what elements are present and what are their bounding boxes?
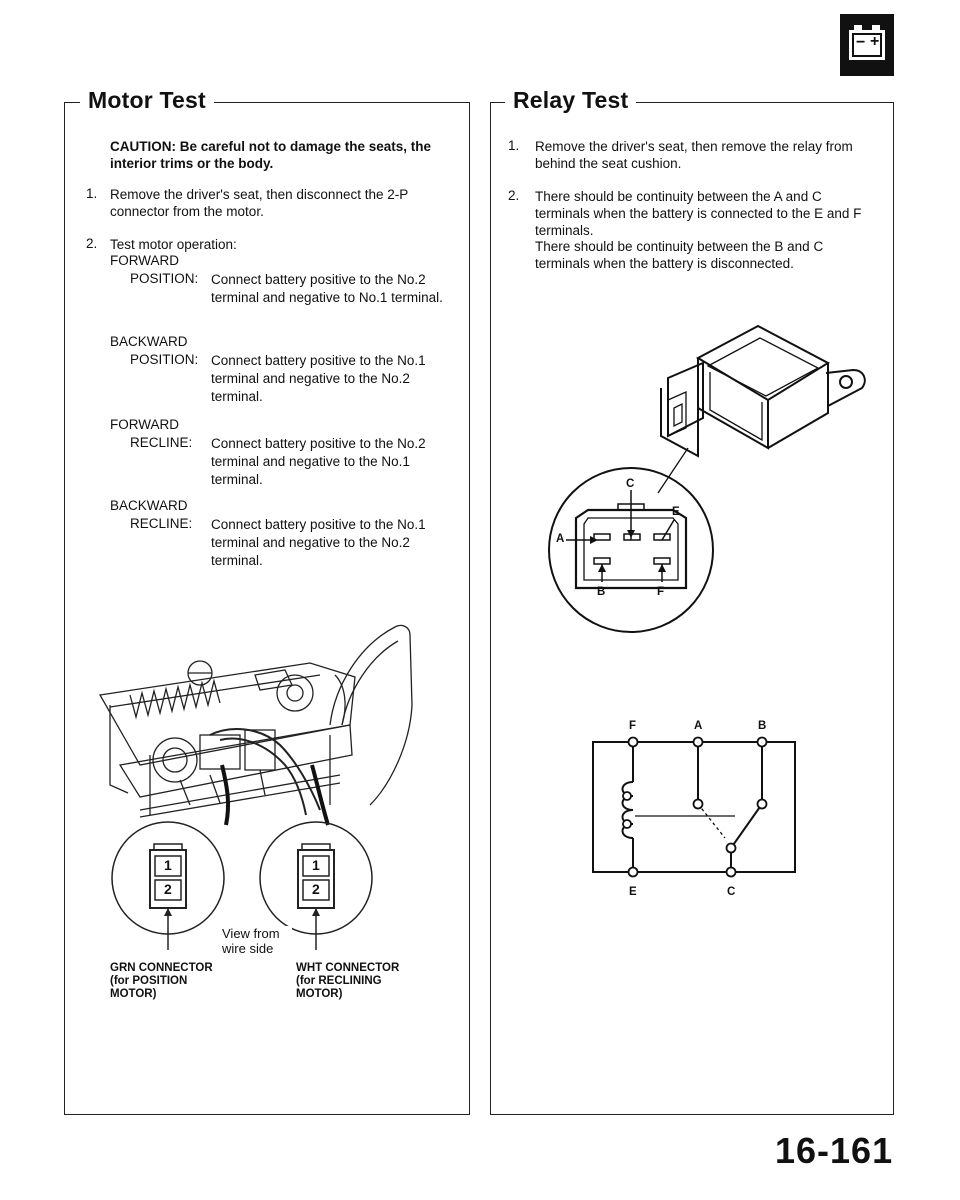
motor-step2-text: Test motor operation: bbox=[110, 237, 237, 252]
grn-label-line3: MOTOR) bbox=[110, 988, 157, 1000]
relay-label-e: E bbox=[672, 506, 680, 518]
motor-item4-desc: Connect battery positive to the No.1 terminal and negative to the No.2 terminal. bbox=[211, 517, 426, 568]
motor-item3-desc: Connect battery positive to the No.2 terminal and negative to the No.1 terminal. bbox=[211, 436, 426, 487]
grn-connector-label bbox=[110, 962, 213, 1001]
wht-connector-view bbox=[258, 820, 374, 936]
motor-item2-label1: BACKWARD bbox=[110, 334, 188, 349]
battery-minus: − bbox=[856, 34, 866, 51]
schematic-label-c: C bbox=[727, 886, 736, 898]
motor-item1-desc: Connect battery positive to the No.2 terminal and negative to No.1 terminal. bbox=[211, 272, 443, 305]
relay-schematic bbox=[585, 720, 815, 900]
motor-item4-label1: BACKWARD bbox=[110, 498, 188, 513]
motor-item3-label2: RECLINE: bbox=[130, 435, 193, 450]
relay-step2-num: 2. bbox=[508, 188, 520, 203]
schematic-label-a: A bbox=[694, 720, 703, 732]
wht-label-line2: (for RECLINING bbox=[296, 975, 382, 987]
relay-label-a: A bbox=[556, 533, 565, 545]
page-number: 16-161 bbox=[775, 1130, 894, 1171]
motor-item2-label2: POSITION: bbox=[130, 352, 199, 367]
battery-plus: + bbox=[870, 33, 880, 50]
motor-step1-num: 1. bbox=[86, 186, 98, 201]
grn-label-line1: GRN CONNECTOR bbox=[110, 962, 213, 974]
relay-step2b-text: There should be continuity between the B and C terminals when the battery is disconnected. bbox=[535, 239, 824, 271]
relay-label-b: B bbox=[597, 586, 606, 598]
motor-item4-label2: RECLINE: bbox=[130, 516, 193, 531]
relay-label-f: F bbox=[657, 586, 665, 598]
motor-step2-num: 2. bbox=[86, 236, 98, 251]
relay-illustration bbox=[528, 318, 873, 648]
grn-pin-1: 1 bbox=[164, 857, 172, 873]
wht-label-line1: WHT CONNECTOR bbox=[296, 962, 400, 974]
motor-step1-text: Remove the driver's seat, then disconnect the 2-P connector from the motor. bbox=[110, 187, 408, 219]
motor-item1-label1: FORWARD bbox=[110, 253, 179, 268]
motor-test-title: Motor Test bbox=[80, 87, 214, 114]
schematic-label-e: E bbox=[629, 886, 637, 898]
motor-item2-desc: Connect battery positive to the No.1 terminal and negative to the No.2 terminal. bbox=[211, 353, 426, 404]
relay-step1-num: 1. bbox=[508, 138, 520, 153]
wht-label-line3: MOTOR) bbox=[296, 988, 343, 1000]
schematic-label-b: B bbox=[758, 720, 767, 732]
grn-label-line2: (for POSITION bbox=[110, 975, 188, 987]
wht-pin-2: 2 bbox=[312, 881, 320, 897]
relay-step2a-text: There should be continuity between the A and C terminals when the battery is connected to the E and F terminals. bbox=[535, 189, 862, 238]
wht-pin-1: 1 bbox=[312, 857, 320, 873]
wht-connector-label bbox=[296, 962, 399, 1001]
motor-caution: CAUTION: Be careful not to damage the seats, the interior trims or the body. bbox=[110, 139, 432, 171]
motor-item3-label1: FORWARD bbox=[110, 417, 179, 432]
grn-connector-view bbox=[110, 820, 226, 936]
relay-test-title: Relay Test bbox=[505, 87, 636, 114]
battery-icon bbox=[840, 14, 894, 76]
seat-illustration bbox=[80, 615, 460, 825]
relay-label-c: C bbox=[626, 478, 635, 490]
schematic-label-f: F bbox=[629, 720, 637, 732]
relay-step1-text: Remove the driver's seat, then remove the relay from behind the seat cushion. bbox=[535, 139, 853, 171]
view-from-wire-side: View from wire side bbox=[222, 926, 292, 956]
motor-item1-label2: POSITION: bbox=[130, 271, 199, 286]
grn-pin-2: 2 bbox=[164, 881, 172, 897]
